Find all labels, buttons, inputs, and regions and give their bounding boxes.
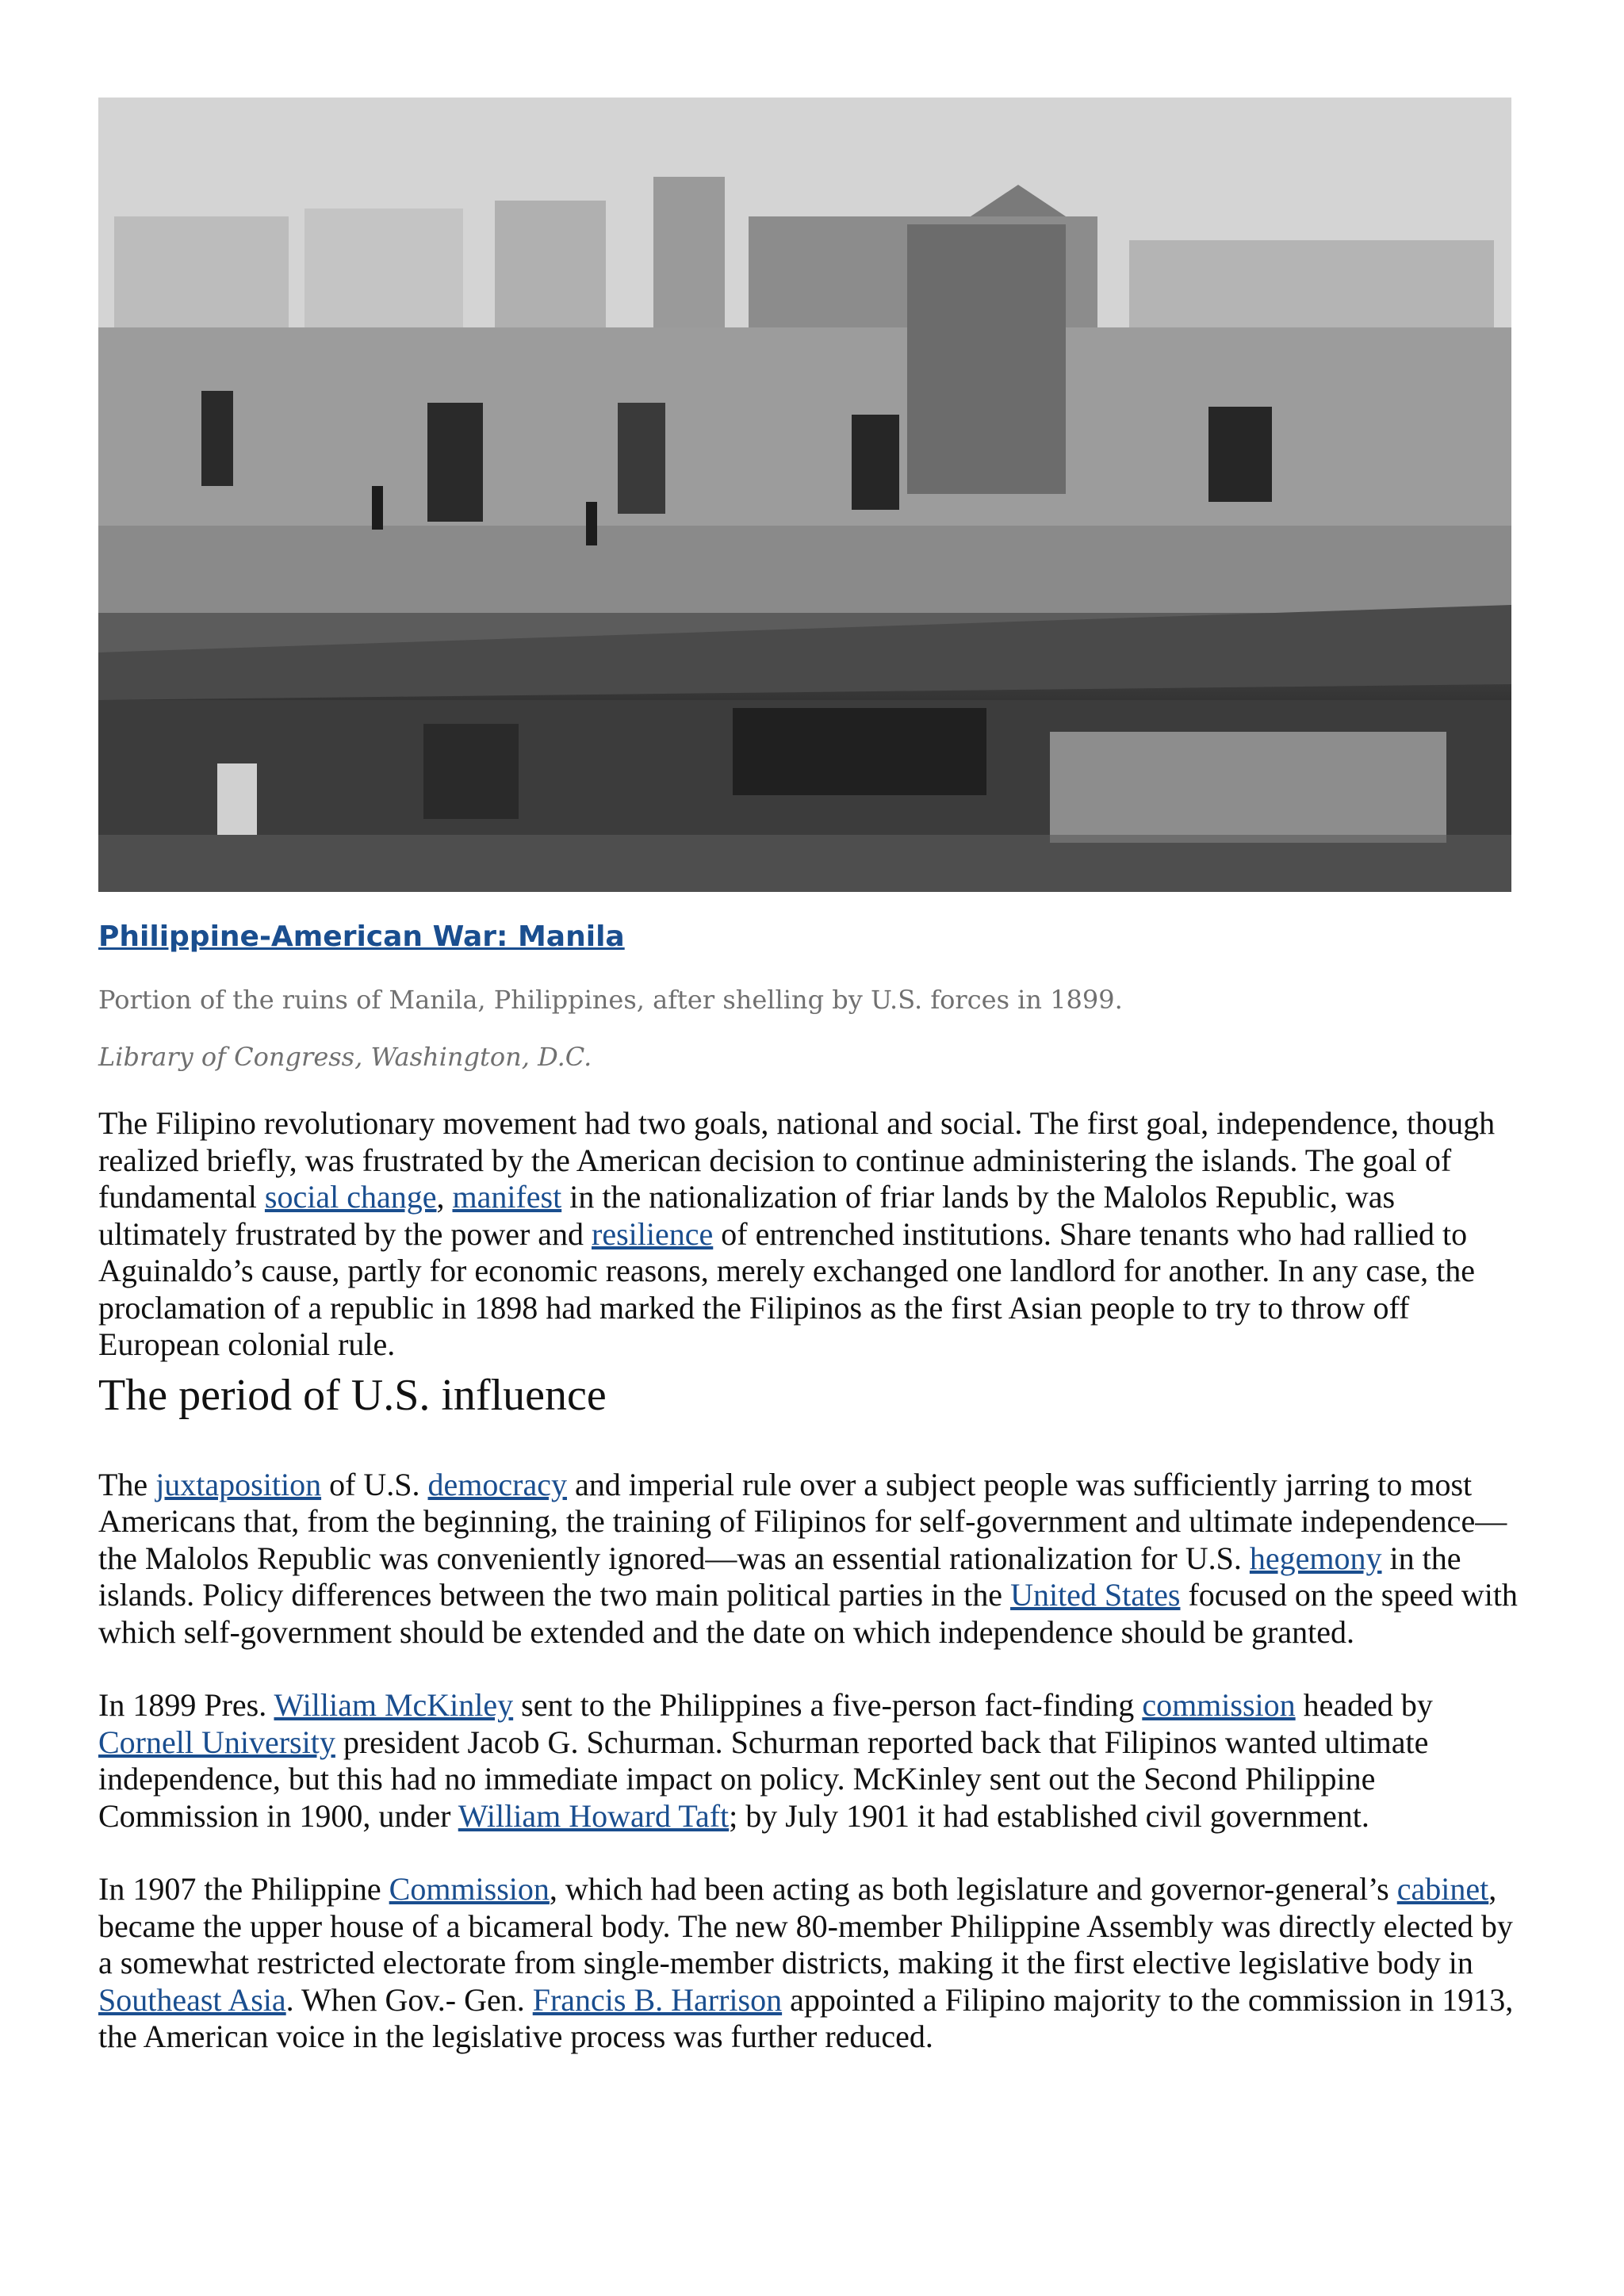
photo-illustration [98,98,1511,892]
text: The Filipino revolutionary movement had two goals, national and social. The first goal, independence, though realized briefly, was frustrated by the American decision to continue administering the islands. The goal of fundamental [98,1105,1496,1215]
link-francis-b-harrison[interactable]: Francis B. Harrison [532,1981,783,2018]
figure-credit: Library of Congress, Washington, D.C. [98,1042,592,1072]
section-heading: The period of U.S. influence [98,1370,607,1420]
text: sent to the Philippines a five-person fact-finding [513,1687,1143,1723]
paragraph-us-democracy [98,1467,1526,1651]
text: focused on the speed with which self-government should be extended and the date on which independence should be granted. [98,1577,1518,1650]
link-juxtaposition[interactable]: juxtaposition [155,1466,322,1502]
text: ; by July 1901 it had established civil government. [729,1797,1369,1834]
link-democracy[interactable]: democracy [427,1466,567,1502]
link-cornell-university[interactable]: Cornell University [98,1724,335,1760]
link-hegemony[interactable]: hegemony [1249,1540,1382,1576]
link-commission[interactable]: commission [1142,1687,1296,1723]
paragraph-mckinley-commission [98,1687,1526,1835]
paragraph-philippine-assembly [98,1871,1526,2056]
link-social-change[interactable]: social change [264,1179,437,1215]
link-manifest[interactable]: manifest [452,1179,562,1215]
article [98,98,1526,2056]
link-cabinet[interactable]: cabinet [1396,1871,1489,1907]
text: The [98,1466,156,1502]
manila-ruins-photo [98,98,1511,892]
text: appointed a Filipino majority to the commission in 1913, the American voice in the legislative process was further reduced. [98,1981,1514,2054]
link-resilience[interactable]: resilience [592,1215,714,1252]
paragraph-revolutionary-goals [98,1105,1526,1364]
text: in the nationalization of friar lands by the Malolos Republic, was ultimately frustrated by the power and [98,1179,1396,1252]
link-united-states[interactable]: United States [1010,1577,1181,1613]
text: , which had been acting as both legislature and governor-general’s [549,1871,1397,1907]
figure-title-link[interactable]: Philippine-American War: Manila [98,920,625,953]
link-william-mckinley[interactable]: William McKinley [274,1687,514,1723]
text: In 1899 Pres. [98,1687,274,1723]
link-william-howard-taft[interactable]: William Howard Taft [458,1797,730,1834]
link-southeast-asia[interactable]: Southeast Asia [98,1981,286,2018]
text: of entrenched institutions. Share tenants who had rallied to Aguinaldo’s cause, partly for economic reasons, merely exchanged one landlord for another. In any case, the proclamation of a republic in 1898 had marked the Filipinos as the first Asian people to try to throw off European colonial rule. [98,1215,1476,1362]
text: . When Gov.- Gen. [285,1981,533,2018]
text: headed by [1295,1687,1433,1723]
text: in the islands. Policy differences between the two main political parties in the [98,1540,1461,1613]
text: president Jacob G. Schurman. Schurman reported back that Filipinos wanted ultimate independence, but this had no immediate impact on policy. McKinley sent out the Second Philippine Commission in 1900, under [98,1724,1429,1834]
text: , [436,1179,453,1215]
text: , became the upper house of a bicameral body. The new 80-member Philippine Assembly was directly elected by a somewhat restricted electorate from single-member districts, making it the first elective legislative body in [98,1871,1513,1980]
link-commission-1907[interactable]: Commission [389,1871,550,1907]
text: of U.S. [321,1466,428,1502]
text: In 1907 the Philippine [98,1871,389,1907]
figure-caption: Portion of the ruins of Manila, Philippines, after shelling by U.S. forces in 1899. [98,985,1123,1015]
text: and imperial rule over a subject people was sufficiently jarring to most Americans that, from the beginning, the training of Filipinos for self-government and ultimate independence—the Malolos Republic was conveniently ignored—was an essential rationalization for U.S. [98,1466,1507,1576]
